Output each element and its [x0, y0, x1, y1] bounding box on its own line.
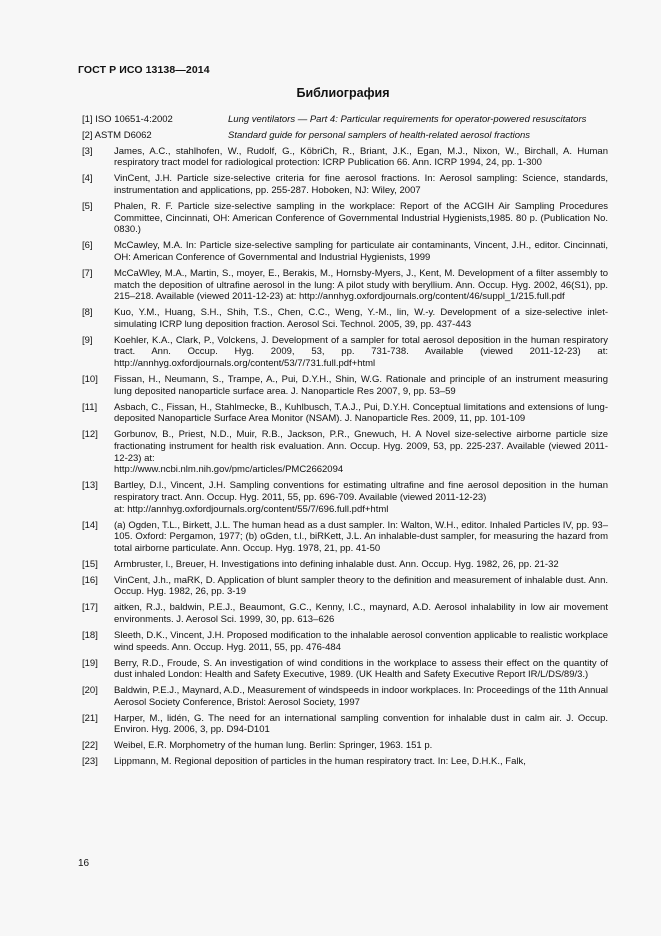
ref-number: [21] — [82, 712, 98, 724]
ref-text — [114, 575, 608, 598]
list-item — [78, 658, 608, 681]
page-content — [78, 60, 608, 772]
ref-number: [13] — [82, 480, 98, 492]
ref-text — [114, 520, 608, 555]
ref-line: VinCent, J.h., maRK, D. Application of blunt sampler theory to the definition and measurement of inhalable dust. Ann. Occup. Hyg. 1982, 26, pp. 3-19 — [114, 574, 608, 598]
page-title: Библиография — [296, 86, 390, 100]
ref-line: Harper, M., lidén, G. The need for an international sampling convention for inhalable dust in calm air. J. Occup. Environ. Hyg. 2006, 3, pp. D94-D101 — [114, 712, 608, 736]
ref-number: [23] — [82, 756, 98, 768]
ref-number: [10] — [82, 374, 98, 386]
ref-line: http://www.ncbi.nlm.nih.gov/pmc/articles/PMC2662094 — [114, 464, 344, 476]
ref-line: McCaWley, M.A., Martin, S., moyer, E., Berakis, M., Hornsby-Myers, J., Kent, M. Development of a filter assembly to match the deposition of ultrafine aerosol in the lung: A pilot study with beryllium. Ann. Occup. Hyg. 2002, 46(S1), pp. 215–218. Available (viewed 2011-12-23) at: http://annhyg.oxfordjournals.org/content/46/suppl_1/215.full.pdf — [114, 267, 608, 303]
ref-line: aitken, R.J., baldwin, P.E.J., Beaumont, G.C., Kenny, l.C., maynard, A.D. Aerosol inhalability in low air movement environments. J. Aerosol Sci. 1999, 30, pp. 613–626 — [114, 602, 608, 626]
ref-text — [114, 685, 608, 708]
list-item — [78, 575, 608, 598]
ref-line: Berry, R.D., Froude, S. An investigation of wind conditions in the workplace to assess their effect on the quantity of dust inhaled London: Health and Safety Executive, 1989. (UK Health and Safety Executive Report IR/L/DS/89/3.) — [114, 657, 608, 681]
ref-number: [9] — [82, 334, 93, 346]
ref-line: Phalen, R. F. Particle size-selective sampling in the workplace: Report of the ACGIH Air Sampling Procedures Committee, Cincinnati, OH: American Conference of Governmental Industrial Hygienists,1985. 80 p. (Publication No. 0830.) — [114, 200, 608, 236]
ref-number: [6] — [82, 240, 93, 252]
ref-text — [114, 307, 608, 330]
ref-text — [114, 429, 608, 476]
list-item — [78, 402, 608, 425]
list-item — [78, 130, 608, 142]
list-item — [78, 685, 608, 708]
ref-text — [114, 146, 608, 169]
list-item — [78, 756, 608, 768]
ref-line: VinCent, J.H. Particle size-selective criteria for fine aerosol fractions. In: Aerosol sampling: Science, standards, instrumentation and applications, pp. 255-287. Hoboken, NJ: Wiley, 2007 — [114, 173, 608, 197]
page-number: 16 — [78, 858, 90, 869]
ref-text — [114, 374, 608, 397]
list-item — [78, 630, 608, 653]
ref-line: Koehler, K.A., Clark, P., Volckens, J. Development of a sampler for total aerosol deposition in the human respiratory tract. Ann. Occup. Hyg. 2009, 53, pp. 731-738. Available (viewed 2011-12-23) at: http://annhyg.oxfordjournals.org/content/53/7/731.full.pdf+html — [114, 334, 608, 370]
ref-line: Standard guide for personal samplers of health-related aerosol fractions — [228, 129, 531, 141]
ref-line: at: http://annhyg.oxfordjournals.org/content/55/7/696.full.pdf+html — [114, 503, 389, 515]
ref-line: Weibel, E.R. Morphometry of the human lung. Berlin: Springer, 1963. 151 p. — [114, 740, 433, 752]
ref-text — [114, 480, 608, 515]
list-item — [78, 559, 608, 571]
ref-number: [5] — [82, 200, 93, 212]
document-id: ГОСТ Р ИСО 13138—2014 — [78, 64, 210, 76]
list-item — [78, 335, 608, 370]
ref-number: [20] — [82, 685, 98, 697]
ref-number: [8] — [82, 307, 93, 319]
list-item — [78, 114, 608, 126]
list-item — [78, 429, 608, 476]
ref-line: Armbruster, l., Breuer, H. Investigations into defining inhalable dust. Ann. Occup. Hyg. 1982, 26, pp. 21-32 — [114, 558, 559, 570]
ref-line: Gorbunov, B., Priest, N.D., Muir, R.B., Jackson, P.R., Gnewuch, H. A Novel size-selective airborne particle size fractionating instrument for health risk evaluation. Ann. Occup. Hyg. 2009, 53, pp. 225-237. Available (viewed 2011-12-23) at: — [114, 429, 608, 464]
ref-line: Fissan, H., Neumann, S., Trampe, A., Pui, D.Y.H., Shin, W.G. Rationale and principle of an instrument measuring lung deposited nanoparticle surface area. J. Nanoparticle Res 2007, 9, pp. 53–59 — [114, 374, 608, 397]
ref-line: McCawley, M.A. In: Particle size-selective sampling for particulate air contaminants, Vincent, J.H., editor. Cincinnati, OH: American Conference of Governmental and Industrial Hygienists, 1999 — [114, 240, 608, 263]
ref-number: [22] — [82, 740, 98, 752]
ref-number: [1] ISO 10651-4:2002 — [82, 114, 173, 125]
ref-text — [114, 630, 608, 653]
ref-number: [14] — [82, 519, 98, 531]
list-item — [78, 520, 608, 555]
list-item — [78, 740, 608, 752]
ref-number: [18] — [82, 629, 98, 641]
ref-number: [17] — [82, 602, 98, 614]
ref-number: [19] — [82, 657, 98, 669]
ref-text — [114, 559, 608, 571]
ref-text — [114, 240, 608, 263]
ref-number: [12] — [82, 429, 98, 441]
ref-number: [2] ASTM D6062 — [82, 129, 152, 141]
list-item — [78, 480, 608, 515]
ref-text — [114, 756, 608, 768]
ref-text — [114, 740, 608, 752]
ref-number: [15] — [82, 558, 98, 570]
list-item — [78, 268, 608, 303]
ref-number: [4] — [82, 173, 93, 185]
ref-text — [114, 201, 608, 236]
ref-number: [16] — [82, 574, 98, 586]
ref-number: [11] — [82, 401, 98, 413]
ref-number: [3] — [82, 145, 93, 157]
list-item — [78, 146, 608, 169]
list-item — [78, 173, 608, 196]
ref-text — [114, 713, 608, 736]
list-item — [78, 602, 608, 625]
ref-line: James, A.C., stahlhofen, W., Rudolf, G., KöbriCh, R., Briant, J.K., Egan, M.J., Nixon, W., Birchall, A. Human respiratory tract model for radiological protection: ICRP Publication 66. Ann. ICRP 1994, 24, pp. 1-300 — [114, 145, 608, 169]
ref-line: Lippmann, M. Regional deposition of particles in the human respiratory tract. In: Lee, D.H.K., Falk, — [114, 756, 526, 768]
list-item — [78, 240, 608, 263]
ref-line: Asbach, C., Fissan, H., Stahlmecke, B., Kuhlbusch, T.A.J., Pui, D.Y.H. Conceptual limitations and extensions of lung-deposited Nanoparticle Surface Area Monitor (NSAM). J. Nanoparticle Res. 2009, 11, pp. 101-109 — [114, 401, 608, 425]
ref-line: Lung ventilators — Part 4: Particular requirements for operator-powered resuscitators — [228, 114, 587, 125]
ref-line: (a) Ogden, T.L., Birkett, J.L. The human head as a dust sampler. In: Walton, W.H., editor. Inhaled Particles IV, pp. 93–105. Oxford: Pergamon, 1977; (b) oGden, t.l., biRKett, J.L. An inhalable-dust sampler, for measuring the hazard from total airborne particulate. Ann. Occup. Hyg. 1978, 21, pp. 41-50 — [114, 519, 608, 554]
list-item — [78, 374, 608, 397]
bibliography-list — [78, 114, 608, 768]
ref-text — [114, 173, 608, 196]
ref-line: Kuo, Y.M., Huang, S.H., Shih, T.S., Chen, C.C., Weng, Y.-M., lin, W.-y. Development of a size-selective inlet-simulating ICRP lung deposition fraction. Aerosol Sci. Technol. 2005, 39, pp. 437-443 — [114, 307, 608, 330]
ref-line: Sleeth, D.K., Vincent, J.H. Proposed modification to the inhalable aerosol convention applicable to realistic workplace wind speeds. Ann. Occup. Hyg. 2011, 55, pp. 476-484 — [114, 629, 608, 653]
ref-text — [114, 658, 608, 681]
ref-text — [114, 602, 608, 625]
ref-text — [114, 335, 608, 370]
ref-number: [7] — [82, 267, 93, 279]
ref-text — [228, 130, 608, 142]
list-item — [78, 201, 608, 236]
ref-line: Bartley, D.l., Vincent, J.H. Sampling conventions for estimating ultrafine and fine aerosol deposition in the human respiratory tract. Ann. Occup. Hyg. 2011, 55, pp. 696-709. Available (viewed 2011-12-23) — [114, 480, 608, 503]
list-item — [78, 713, 608, 736]
list-item — [78, 307, 608, 330]
ref-text — [114, 268, 608, 303]
ref-text — [228, 114, 608, 126]
ref-text — [114, 402, 608, 425]
ref-line: Baldwin, P.E.J., Maynard, A.D., Measurement of windspeeds in indoor workplaces. In: Proceedings of the 11th Annual Aerosol Society Conference, Bristol: Aerosol Society, 1997 — [114, 685, 608, 708]
